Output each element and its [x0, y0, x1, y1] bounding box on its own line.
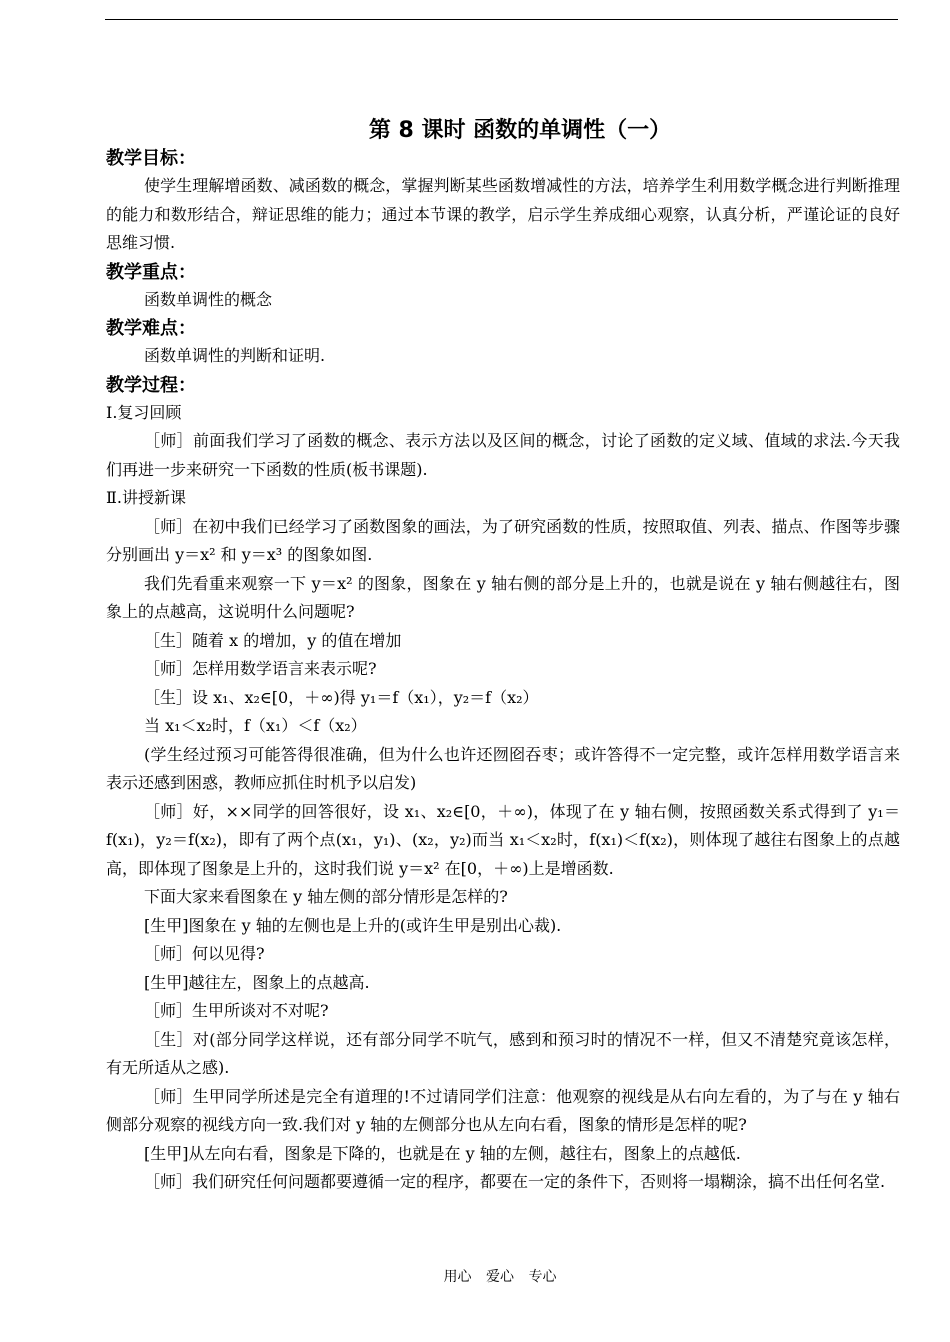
- objectives-heading: 教学目标：: [106, 148, 196, 169]
- lesson-paragraph: (学生经过预习可能答得很准确，但为什么也许还囫囵吞枣；或许答得不一定完整，或许怎样用数学语言来表示还感到困惑，教师应抓住时机予以启发): [106, 744, 900, 792]
- lesson-paragraph: 我们先看重来观察一下 y＝x² 的图象，图象在 y 轴右侧的部分是上升的，也就是说在 y 轴右侧越往右，图象上的点越高，这说明什么问题呢?: [106, 573, 900, 621]
- new-lesson-label: Ⅱ.讲授新课: [106, 488, 186, 507]
- lesson-paragraph: ［生］对(部分同学这样说，还有部分同学不吭气，感到和预习时的情况不一样，但又不清楚究竟该怎样，有无所适从之感).: [106, 1029, 900, 1077]
- lesson-paragraph: ［生］设 x₁、x₂∈[0，＋∞)得 y₁＝f（x₁），y₂＝f（x₂）: [144, 687, 539, 707]
- lesson-paragraph: [生甲]越往左，图象上的点越高.: [144, 972, 370, 992]
- objectives-text: 使学生理解增函数、减函数的概念，掌握判断某些函数增减性的方法，培养学生利用数学概念进行判断推理的能力和数形结合，辩证思维的能力；通过本节课的教学，启示学生养成细心观察，认真分析，严谨论证的良好思维习惯.: [106, 176, 900, 252]
- lesson-paragraph: ［师］好，××同学的回答很好，设 x₁、x₂∈[0，＋∞)，体现了在 y 轴右侧，按照函数关系式得到了 y₁＝f(x₁)，y₂＝f(x₂)，即有了两个点(x₁，y₁)、(x₂，y₂)而当 x₁＜x₂时，f(x₁)＜f(x₂)，则体现了越往右图象上的点越高，即体现了图象是上升的，这时我们说 y＝x² 在[0，＋∞)上是增函数.: [106, 801, 900, 878]
- lesson-paragraph: ［师］怎样用数学语言来表示呢?: [144, 659, 377, 678]
- key-points-heading: 教学重点：: [106, 261, 196, 283]
- lesson-paragraph: ［师］何以见得?: [144, 944, 265, 963]
- difficulties-heading: 教学难点：: [106, 318, 196, 339]
- document-body: [106, 144, 900, 1197]
- page-title: 第 8 课时 函数的单调性（一）: [368, 118, 672, 143]
- review-text: ［师］前面我们学习了函数的概念、表示方法以及区间的概念，讨论了函数的定义域、值域的求法.今天我们再进一步来研究一下函数的性质(板书课题).: [106, 431, 900, 479]
- review-label: Ⅰ.复习回顾: [106, 402, 182, 422]
- lesson-paragraph: 下面大家来看图象在 y 轴左侧的部分情形是怎样的?: [144, 887, 508, 906]
- lesson-paragraph: ［师］生甲同学所述是完全有道理的!不过请同学们注意：他观察的视线是从右向左看的，为了与在 y 轴右侧部分观察的视线方向一致.我们对 y 轴的左侧部分也从左向右看，图象的情形是怎样的呢?: [106, 1086, 900, 1134]
- header-rule: [105, 19, 898, 20]
- lesson-paragraph: ［师］在初中我们已经学习了函数图象的画法，为了研究函数的性质，按照取值、列表、描点、作图等步骤分别画出 y＝x² 和 y＝x³ 的图象如图.: [106, 516, 900, 564]
- lesson-paragraph: 当 x₁＜x₂时，f（x₁）＜f（x₂）: [144, 716, 367, 735]
- lesson-paragraph: ［生］随着 x 的增加，y 的值在增加: [144, 630, 402, 650]
- page-footer: 用心 爱心 专心: [443, 1269, 557, 1285]
- lesson-paragraph: [生甲]图象在 y 轴的左侧也是上升的(或许生甲是别出心裁).: [144, 915, 562, 935]
- lesson-paragraph: [生甲]从左向右看，图象是下降的，也就是在 y 轴的左侧，越往右，图象上的点越低.: [144, 1143, 741, 1163]
- process-heading: 教学过程：: [106, 374, 196, 396]
- key-points-text: 函数单调性的概念: [144, 289, 273, 309]
- lesson-paragraph: ［师］我们研究任何问题都要遵循一定的程序，都要在一定的条件下，否则将一塌糊涂，搞不出任何名堂.: [144, 1172, 886, 1191]
- difficulties-text: 函数单调性的判断和证明.: [144, 346, 326, 365]
- lesson-paragraph: ［师］生甲所谈对不对呢?: [144, 1001, 329, 1020]
